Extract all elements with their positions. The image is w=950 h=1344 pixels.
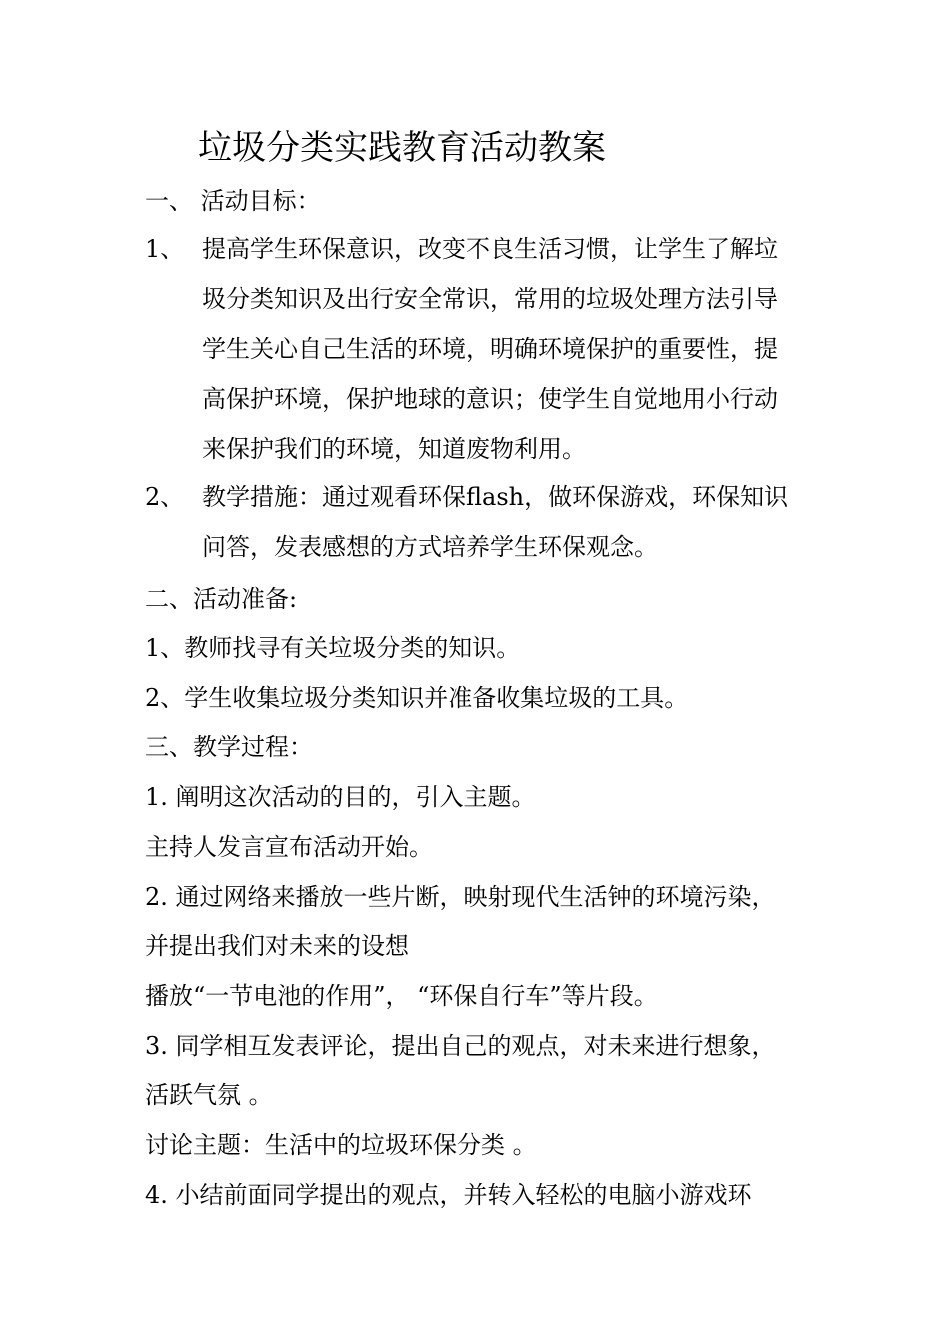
paragraph-line: 高保护环境，保护地球的意识；使学生自觉地用小行动 [202, 385, 778, 413]
process-line: 播放“一节电池的作用”， “环保自行车”等片段。 [145, 982, 658, 1010]
process-line: 3. 同学相互发表评论，提出自己的观点，对未来进行想象， [145, 1032, 776, 1060]
process-line: 并提出我们对未来的设想 [145, 932, 409, 960]
paragraph-line: 问答，发表感想的方式培养学生环保观念。 [202, 533, 658, 561]
process-line: 主持人发言宣布活动开始。 [145, 833, 433, 861]
item-marker-2: 2、 [145, 483, 185, 511]
preparation-line: 1、教师找寻有关垃圾分类的知识。 [145, 634, 521, 662]
section-heading-goals: 一、 活动目标： [145, 187, 321, 215]
paragraph-line: 学生关心自己生活的环境，明确环境保护的重要性，提 [202, 335, 778, 363]
process-line: 1. 阐明这次活动的目的，引入主题。 [145, 783, 536, 811]
preparation-line: 2、学生收集垃圾分类知识并准备收集垃圾的工具。 [145, 684, 689, 712]
process-line: 活跃气氛 。 [145, 1081, 273, 1109]
item-marker-1: 1、 [145, 235, 185, 263]
process-line: 讨论主题：生活中的垃圾环保分类 。 [145, 1131, 537, 1159]
process-line: 2. 通过网络来播放一些片断，映射现代生活钟的环境污染， [145, 883, 776, 911]
paragraph-line: 教学措施：通过观看环保flash，做环保游戏，环保知识 [202, 483, 789, 511]
paragraph-line: 圾分类知识及出行安全常识，常用的垃圾处理方法引导 [202, 285, 778, 313]
goal-item-1 [202, 224, 810, 474]
goal-item-2 [202, 472, 810, 572]
section-heading-process: 三、教学过程： [145, 733, 313, 761]
paragraph-line: 来保护我们的环境，知道废物利用。 [202, 435, 586, 463]
paragraph-line: 提高学生环保意识，改变不良生活习惯，让学生了解垃 [202, 235, 778, 263]
document-title: 垃圾分类实践教育活动教案 [198, 128, 606, 168]
process-line: 4. 小结前面同学提出的观点，并转入轻松的电脑小游戏环 [145, 1181, 752, 1209]
section-heading-preparation: 二、活动准备: [145, 585, 298, 613]
